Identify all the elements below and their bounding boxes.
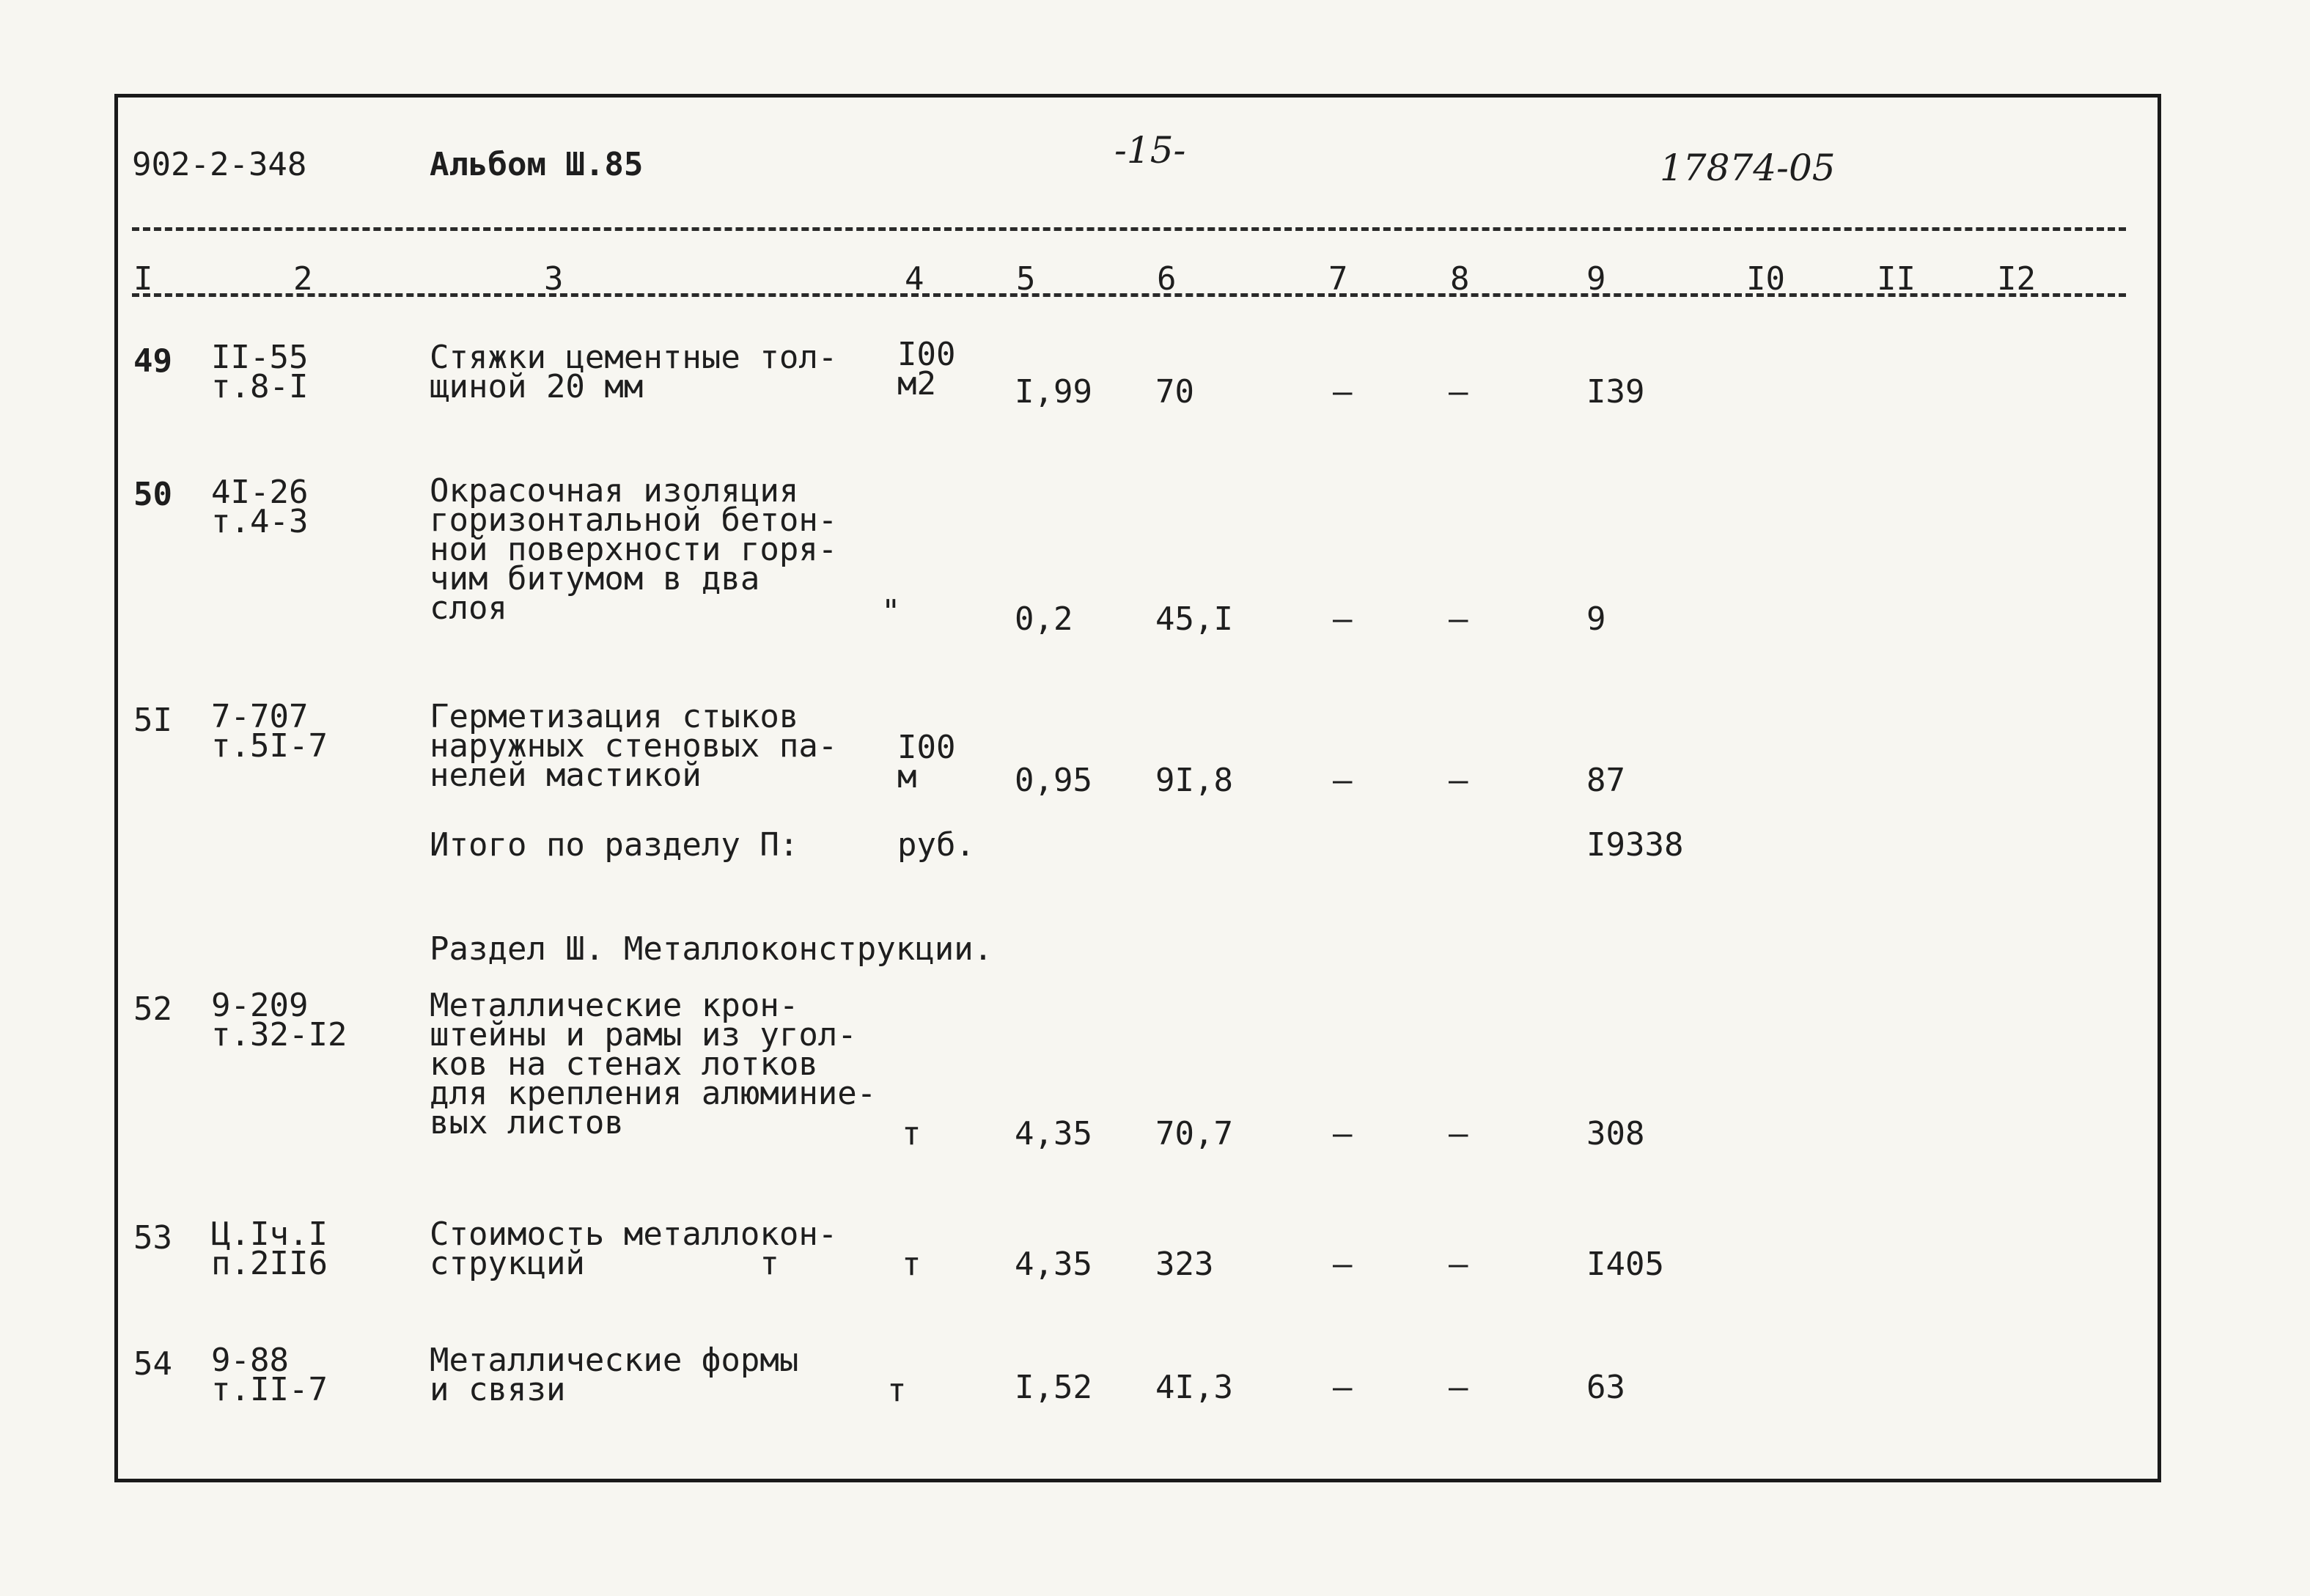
row-name: Окрасочная изоляция горизонтальной бетон- ной поверхности горя- чим битумом в два слоя — [430, 472, 838, 627]
col-header: 5 — [1016, 260, 1036, 298]
row-price: 9I,8 — [1155, 762, 1233, 799]
row-total: I39 — [1586, 373, 1645, 411]
album-title: Альбом Ш.85 — [430, 146, 644, 183]
row-price: 70,7 — [1155, 1115, 1233, 1152]
row-col7: – — [1333, 600, 1353, 638]
row-total: I405 — [1586, 1246, 1664, 1283]
row-col7: – — [1333, 1115, 1353, 1152]
row-total: 87 — [1586, 762, 1625, 799]
row-col8: – — [1449, 373, 1468, 411]
row-code: Ц.Iч.I п.2II6 — [211, 1216, 328, 1282]
row-total: 308 — [1586, 1115, 1645, 1152]
col-header: 7 — [1328, 260, 1348, 298]
row-qty: 4,35 — [1015, 1246, 1092, 1283]
col-header: 9 — [1586, 260, 1606, 298]
section-title: Раздел Ш. Металлоконструкции. — [430, 930, 993, 968]
col-header: I0 — [1746, 260, 1785, 298]
row-qty: 4,35 — [1015, 1115, 1092, 1152]
row-unit: " — [881, 593, 901, 630]
row-col8: – — [1449, 762, 1468, 799]
row-price: 45,I — [1155, 600, 1233, 638]
row-qty: 0,95 — [1015, 762, 1092, 799]
col-header: 6 — [1157, 260, 1177, 298]
row-name: Металлические крон- штейны и рамы из угол- ков на стенах лотков для крепления алюминие- вых листов — [430, 987, 877, 1141]
col-header: 3 — [544, 260, 564, 298]
doc-code: 902-2-348 — [132, 146, 307, 183]
row-col7: – — [1333, 1369, 1353, 1406]
divider-top — [132, 227, 2126, 231]
row-col8: – — [1449, 600, 1468, 638]
col-header: I2 — [1997, 260, 2036, 298]
row-total: 9 — [1586, 600, 1606, 638]
col-header: 2 — [293, 260, 313, 298]
page-number: -15- — [1114, 129, 1186, 172]
row-qty: I,99 — [1015, 373, 1092, 411]
row-unit: т — [902, 1246, 922, 1283]
row-price: 70 — [1155, 373, 1194, 411]
row-number: 52 — [133, 990, 172, 1028]
row-name: Стоимость металлокон- струкций т — [430, 1216, 838, 1282]
row-number: 53 — [133, 1219, 172, 1257]
row-number: 54 — [133, 1345, 172, 1383]
row-qty: 0,2 — [1015, 600, 1073, 638]
ref-number: 17874-05 — [1660, 147, 1836, 189]
row-col8: – — [1449, 1246, 1468, 1283]
row-col7: – — [1333, 1246, 1353, 1283]
row-number: 5I — [133, 702, 172, 739]
col-header: 4 — [905, 260, 924, 298]
row-unit: I00 м2 — [897, 336, 956, 402]
row-number: 50 — [133, 476, 172, 513]
row-name: Металлические формы и связи — [430, 1342, 799, 1408]
subtotal-value: I9338 — [1586, 826, 1684, 864]
row-qty: I,52 — [1015, 1369, 1092, 1406]
divider-header — [132, 293, 2126, 297]
row-unit: I00 м — [897, 729, 956, 795]
col-header: I — [133, 260, 153, 298]
row-code: 9-209 т.32-I2 — [211, 987, 347, 1053]
row-price: 323 — [1155, 1246, 1214, 1283]
row-col8: – — [1449, 1369, 1468, 1406]
subtotal-label: Итого по разделу П: — [430, 826, 799, 864]
row-col8: – — [1449, 1115, 1468, 1152]
row-unit: т — [887, 1372, 907, 1409]
page-frame — [114, 94, 2161, 1482]
row-unit: т — [902, 1115, 922, 1152]
col-header: II — [1877, 260, 1916, 298]
row-code: 7-707 т.5I-7 — [211, 698, 328, 765]
row-code: II-55 т.8-I — [211, 339, 309, 405]
row-name: Герметизация стыков наружных стеновых па- нелей мастикой — [430, 698, 838, 794]
subtotal-unit: руб. — [897, 826, 975, 864]
col-header: 8 — [1450, 260, 1470, 298]
row-number: 49 — [133, 342, 172, 380]
row-code: 9-88 т.II-7 — [211, 1342, 328, 1408]
row-total: 63 — [1586, 1369, 1625, 1406]
row-price: 4I,3 — [1155, 1369, 1233, 1406]
row-name: Стяжки цементные тол- щиной 20 мм — [430, 339, 838, 405]
row-code: 4I-26 т.4-3 — [211, 474, 309, 540]
row-col7: – — [1333, 373, 1353, 411]
row-col7: – — [1333, 762, 1353, 799]
